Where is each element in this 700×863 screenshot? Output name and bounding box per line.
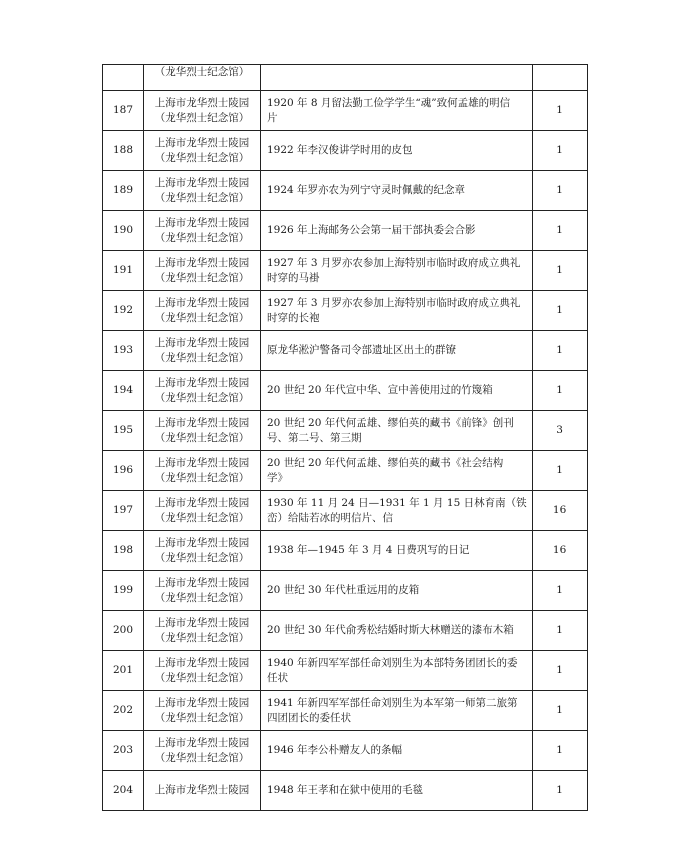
row-number (103, 731, 144, 771)
qty-cell (532, 65, 587, 91)
row-number-text: 196 (112, 464, 134, 476)
row-number-text: 202 (112, 704, 134, 716)
unit-cell (144, 171, 261, 211)
unit-line-1: 上海市龙华烈士陵园 (154, 96, 250, 109)
unit-line-1: 上海市龙华烈士陵园 (154, 696, 250, 709)
unit-line-2: （龙华烈士纪念馆） (154, 511, 250, 524)
unit-line-1: 上海市龙华烈士陵园 (154, 456, 250, 469)
item-cell (261, 491, 533, 531)
item-line-1: 原龙华淞沪警备司令部遗址区出土的群镣 (267, 344, 456, 356)
item-line-1: 1927 年 3 月罗亦农参加上海特别市临时政府成立典礼 (267, 296, 521, 309)
item-line-1: 1930 年 11 月 24 日—1931 年 1 月 15 日林育南（铁 (267, 496, 527, 509)
quantity-cell (532, 731, 587, 771)
num-cell (103, 65, 144, 91)
unit-line-2: （龙华烈士纪念馆） (154, 711, 250, 724)
item-line-1: 1924 年罗亦农为列宁守灵时佩戴的纪念章 (267, 184, 466, 196)
item-cell (261, 411, 533, 451)
row-number (103, 411, 144, 451)
unit-cell (144, 291, 261, 331)
quantity-cell (532, 291, 587, 331)
quantity-cell (532, 411, 587, 451)
quantity-cell (532, 651, 587, 691)
table-row (103, 491, 588, 531)
quantity-text: 1 (556, 264, 563, 276)
unit-cell (144, 91, 261, 131)
item-cell (261, 131, 533, 171)
unit-cell (144, 571, 261, 611)
item-line-1: 1938 年—1945 年 3 月 4 日费巩写的日记 (267, 544, 470, 556)
unit-cell (144, 611, 261, 651)
quantity-cell (532, 491, 587, 531)
row-number (103, 291, 144, 331)
table-row (103, 131, 588, 171)
item-line-2: 学》 (267, 471, 288, 484)
item-line-1: 20 世纪 30 年代俞秀松结婚时斯大林赠送的漆布木箱 (267, 624, 514, 636)
quantity-cell (532, 131, 587, 171)
row-number (103, 91, 144, 131)
item-line-1: 1941 年新四军军部任命刘别生为本军第一师第二旅第 (267, 696, 518, 709)
unit-cell (144, 651, 261, 691)
unit-cell (144, 371, 261, 411)
unit-line-1: 上海市龙华烈士陵园 (154, 496, 250, 509)
item-cell (261, 291, 533, 331)
row-number (103, 611, 144, 651)
item-cell (261, 691, 533, 731)
unit-line-2: （龙华烈士纪念馆） (154, 631, 250, 644)
row-number-text: 187 (112, 104, 134, 116)
unit-line-1: 上海市龙华烈士陵园 (154, 296, 250, 309)
item-line-2: 片 (267, 111, 278, 124)
item-cell (261, 371, 533, 411)
item-line-2: 任状 (267, 671, 288, 684)
item-line-1: 1927 年 3 月罗亦农参加上海特别市临时政府成立典礼 (267, 256, 521, 269)
unit-line-1: 上海市龙华烈士陵园 (154, 784, 250, 796)
row-number-text: 197 (112, 504, 134, 516)
table-row (103, 171, 588, 211)
item-cell (261, 65, 533, 91)
row-number (103, 331, 144, 371)
unit-cell (144, 251, 261, 291)
quantity-text: 1 (556, 224, 563, 236)
unit-line-1: 上海市龙华烈士陵园 (154, 576, 250, 589)
item-line-1: 20 世纪 20 年代何孟雄、缪伯英的藏书《前锋》创刊 (267, 416, 514, 429)
quantity-cell (532, 531, 587, 571)
quantity-text: 1 (556, 304, 563, 316)
table-body (103, 65, 588, 811)
quantity-cell (532, 251, 587, 291)
item-line-1: 1920 年 8 月留法勤工俭学学生“魂”致何孟雄的明信 (267, 96, 511, 109)
quantity-cell (532, 211, 587, 251)
unit-cell (144, 531, 261, 571)
row-number-text: 192 (112, 304, 134, 316)
item-cell (261, 251, 533, 291)
unit-line-2: （龙华烈士纪念馆） (154, 231, 250, 244)
row-number-text: 198 (112, 544, 134, 556)
unit-line-2: （龙华烈士纪念馆） (154, 671, 250, 684)
table-row (103, 251, 588, 291)
table-row (103, 531, 588, 571)
row-number-text: 194 (112, 384, 134, 396)
item-line-2: 峦）给陆若冰的明信片、信 (267, 511, 393, 524)
collection-table (102, 64, 588, 811)
table-row (103, 371, 588, 411)
unit-line-1: 上海市龙华烈士陵园 (154, 216, 250, 229)
item-cell (261, 731, 533, 771)
quantity-cell (532, 171, 587, 211)
table-row (103, 91, 588, 131)
quantity-cell (532, 611, 587, 651)
row-number (103, 131, 144, 171)
row-number (103, 651, 144, 691)
quantity-text: 1 (556, 704, 563, 716)
table-row (103, 331, 588, 371)
item-cell (261, 211, 533, 251)
quantity-text: 16 (552, 544, 567, 556)
unit-line-1: 上海市龙华烈士陵园 (154, 136, 250, 149)
row-number-text: 189 (112, 184, 134, 196)
row-number (103, 211, 144, 251)
unit-line-2: （龙华烈士纪念馆） (154, 431, 250, 444)
row-number-text: 190 (112, 224, 134, 236)
row-number (103, 691, 144, 731)
quantity-text: 1 (556, 344, 563, 356)
table-row (103, 731, 588, 771)
item-cell (261, 331, 533, 371)
item-line-1: 1940 年新四军军部任命刘别生为本部特务团团长的委 (267, 656, 518, 669)
table-row (103, 771, 588, 811)
row-number-text: 201 (112, 664, 134, 676)
unit-line-2: （龙华烈士纪念馆） (154, 311, 250, 324)
row-number (103, 171, 144, 211)
unit-line-2: （龙华烈士纪念馆） (154, 351, 250, 364)
quantity-cell (532, 451, 587, 491)
item-cell (261, 91, 533, 131)
row-number-text: 191 (112, 264, 134, 276)
table-row (103, 651, 588, 691)
quantity-text: 3 (556, 424, 563, 436)
item-line-1: 20 世纪 20 年代宣中华、宣中善使用过的竹篾箱 (267, 384, 493, 396)
unit-cell (144, 691, 261, 731)
quantity-text: 1 (556, 464, 563, 476)
quantity-text: 1 (556, 384, 563, 396)
row-number (103, 491, 144, 531)
item-cell (261, 651, 533, 691)
item-line-1: 1926 年上海邮务公会第一届干部执委会合影 (267, 224, 476, 236)
unit-cell (144, 131, 261, 171)
table-row (103, 451, 588, 491)
unit-line-1: 上海市龙华烈士陵园 (154, 536, 250, 549)
row-number (103, 571, 144, 611)
unit-line-2: （龙华烈士纪念馆） (154, 111, 250, 124)
item-cell (261, 531, 533, 571)
item-line-2: 四团团长的委任状 (267, 711, 351, 724)
unit-line-1: 上海市龙华烈士陵园 (154, 256, 250, 269)
unit-line-2: （龙华烈士纪念馆） (154, 151, 250, 164)
table-row (103, 211, 588, 251)
unit-line-1: 上海市龙华烈士陵园 (154, 736, 250, 749)
row-number (103, 451, 144, 491)
item-cell (261, 571, 533, 611)
unit-line-2: （龙华烈士纪念馆） (154, 591, 250, 604)
quantity-cell (532, 691, 587, 731)
item-cell (261, 171, 533, 211)
quantity-text: 16 (552, 504, 567, 516)
unit-line-1: 上海市龙华烈士陵园 (154, 376, 250, 389)
unit-line-2: （龙华烈士纪念馆） (154, 271, 250, 284)
unit-cell (144, 771, 261, 811)
unit-cell (144, 451, 261, 491)
item-line-1: 20 世纪 20 年代何孟雄、缪伯英的藏书《社会结构 (267, 456, 504, 469)
row-number-text: 193 (112, 344, 134, 356)
table-row (103, 411, 588, 451)
unit-line-2: （龙华烈士纪念馆） (154, 391, 250, 404)
table-row (103, 291, 588, 331)
unit-cell (144, 65, 261, 91)
item-cell (261, 611, 533, 651)
item-line-1: 1946 年李公朴赠友人的条幅 (267, 744, 403, 756)
quantity-text: 1 (556, 664, 563, 676)
unit-cell (144, 731, 261, 771)
quantity-cell (532, 91, 587, 131)
item-line-1: 1922 年李汉俊讲学时用的皮包 (267, 144, 413, 156)
row-number-text: 188 (112, 144, 134, 156)
item-line-2: 时穿的马褂 (267, 271, 320, 284)
unit-line-1: 上海市龙华烈士陵园 (154, 616, 250, 629)
row-number-text: 200 (112, 624, 134, 636)
row-number (103, 531, 144, 571)
quantity-text: 1 (556, 784, 563, 796)
item-line-2: 时穿的长袍 (267, 311, 320, 324)
continued-row (103, 65, 588, 91)
row-number-text: 203 (112, 744, 134, 756)
item-line-1: 1948 年王孝和在狱中使用的毛毯 (267, 784, 424, 796)
item-line-1: 20 世纪 30 年代杜重远用的皮箱 (267, 584, 420, 596)
unit-cell (144, 411, 261, 451)
unit-line-2: （龙华烈士纪念馆） (154, 551, 250, 564)
quantity-text: 1 (556, 744, 563, 756)
quantity-text: 1 (556, 624, 563, 636)
quantity-text: 1 (556, 144, 563, 156)
row-number (103, 371, 144, 411)
table-row (103, 571, 588, 611)
unit-cell (144, 491, 261, 531)
row-number-text: 195 (112, 424, 134, 436)
quantity-text: 1 (556, 104, 563, 116)
quantity-cell (532, 771, 587, 811)
unit-line-2: （龙华烈士纪念馆） (154, 751, 250, 764)
unit-line-2: （龙华烈士纪念馆） (154, 471, 250, 484)
table-row (103, 691, 588, 731)
row-number-text: 204 (112, 784, 134, 796)
unit-line-1: 上海市龙华烈士陵园 (154, 416, 250, 429)
unit-line-1: 上海市龙华烈士陵园 (154, 656, 250, 669)
row-number (103, 771, 144, 811)
row-number (103, 251, 144, 291)
unit-cell (144, 211, 261, 251)
unit-line-1: 上海市龙华烈士陵园 (154, 176, 250, 189)
item-cell (261, 451, 533, 491)
unit-line-1: 上海市龙华烈士陵园 (154, 336, 250, 349)
unit-line-2: （龙华烈士纪念馆） (154, 191, 250, 204)
quantity-cell (532, 371, 587, 411)
item-line-2: 号、第二号、第三期 (267, 431, 362, 444)
row-number-text: 199 (112, 584, 134, 596)
unit-line-2: （龙华烈士纪念馆） (154, 66, 250, 78)
quantity-text: 1 (556, 184, 563, 196)
quantity-text: 1 (556, 584, 563, 596)
item-cell (261, 771, 533, 811)
table-row (103, 611, 588, 651)
quantity-cell (532, 331, 587, 371)
quantity-cell (532, 571, 587, 611)
unit-cell (144, 331, 261, 371)
